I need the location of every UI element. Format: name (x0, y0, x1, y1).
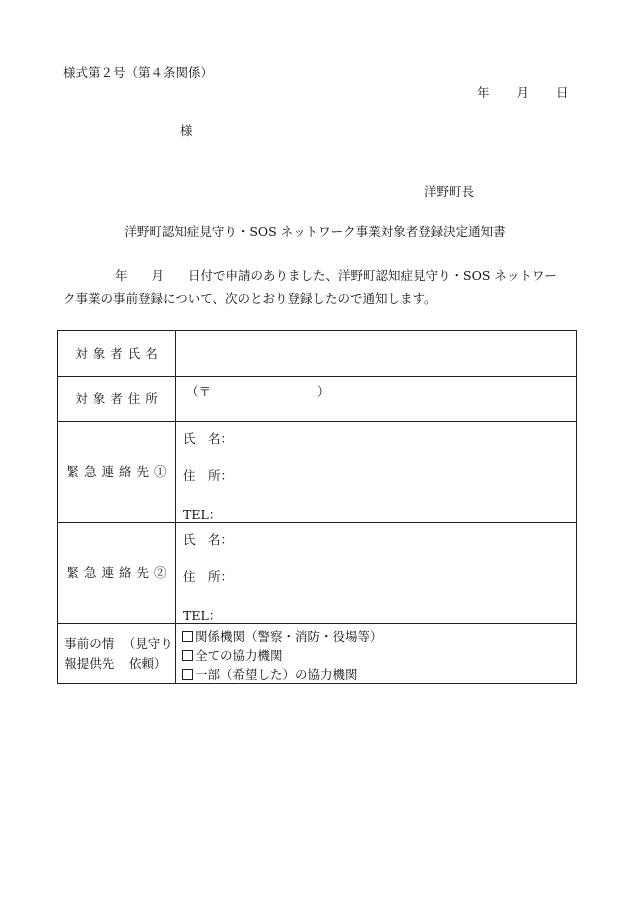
info-provision-options (176, 624, 576, 683)
option-related-agencies[interactable] (182, 627, 576, 646)
option-related-agencies-label: 関係機関（警察・消防・役場等） (195, 629, 383, 644)
body-text (63, 264, 583, 310)
postal-open: （〒 (186, 384, 212, 399)
body-line-1-text: 日付で申請のありました、洋野町認知症見守り・SOS ネットワー (188, 268, 557, 283)
contact-2-tel-field: TEL： (183, 608, 222, 623)
issuer-name: 洋野町長 (424, 184, 475, 199)
row-info-provision (58, 623, 576, 683)
date-line (477, 87, 569, 100)
emergency-contact-1-value[interactable] (176, 422, 576, 522)
postal-close: ） (317, 384, 330, 399)
subject-name-value[interactable] (176, 331, 576, 376)
info-provision-label (58, 624, 176, 683)
contact-2-name-field: 氏 名： (183, 532, 234, 547)
option-all-cooperators[interactable] (182, 646, 576, 665)
contact-1-name-field: 氏 名： (183, 431, 234, 446)
row-emergency-contact-1 (58, 421, 576, 522)
body-month-unit: 月 (151, 268, 165, 283)
emergency-contact-1-label: 緊急連絡先① (58, 422, 176, 522)
option-some-cooperators[interactable] (182, 665, 576, 684)
checkbox-some-cooperators[interactable] (182, 669, 193, 680)
contact-2-address-field: 住 所： (183, 569, 234, 584)
emergency-contact-2-label: 緊急連絡先② (58, 523, 176, 623)
subject-name-label: 対象者氏名 (58, 331, 176, 376)
emergency-contact-2-value[interactable] (176, 523, 576, 623)
checkbox-related-agencies[interactable] (182, 631, 193, 642)
subject-address-label: 対象者住所 (58, 377, 176, 421)
option-some-cooperators-label: 一部（希望した）の協力機関 (195, 667, 358, 682)
row-subject-address (58, 376, 576, 421)
info-provision-label-line-1: 事前の情報提供先 (64, 635, 115, 671)
contact-1-tel-field: TEL： (183, 507, 222, 522)
subject-address-value[interactable] (176, 377, 576, 421)
form-number: 様式第２号（第４条関係） (63, 65, 214, 80)
document-title: 洋野町認知症見守り・SOS ネットワーク事業対象者登録決定通知書 (124, 224, 506, 239)
date-month-unit: 月 (516, 85, 530, 100)
checkbox-all-cooperators[interactable] (182, 650, 193, 661)
registration-table (57, 330, 577, 684)
body-line-1 (63, 264, 583, 287)
date-year-unit: 年 (477, 85, 490, 100)
postal-code-field (186, 382, 330, 400)
body-year-unit: 年 (115, 268, 128, 283)
addressee-suffix: 様 (180, 123, 193, 138)
contact-1-address-field: 住 所： (183, 468, 234, 483)
row-emergency-contact-2 (58, 522, 576, 623)
date-day-unit: 日 (556, 85, 569, 100)
body-line-2: ク事業の事前登録について、次のとおり登録したので通知します。 (63, 291, 437, 306)
info-provision-label-line-2: （見守り依頼） (122, 635, 173, 671)
option-all-cooperators-label: 全ての協力機関 (195, 648, 283, 663)
row-subject-name (58, 331, 576, 376)
